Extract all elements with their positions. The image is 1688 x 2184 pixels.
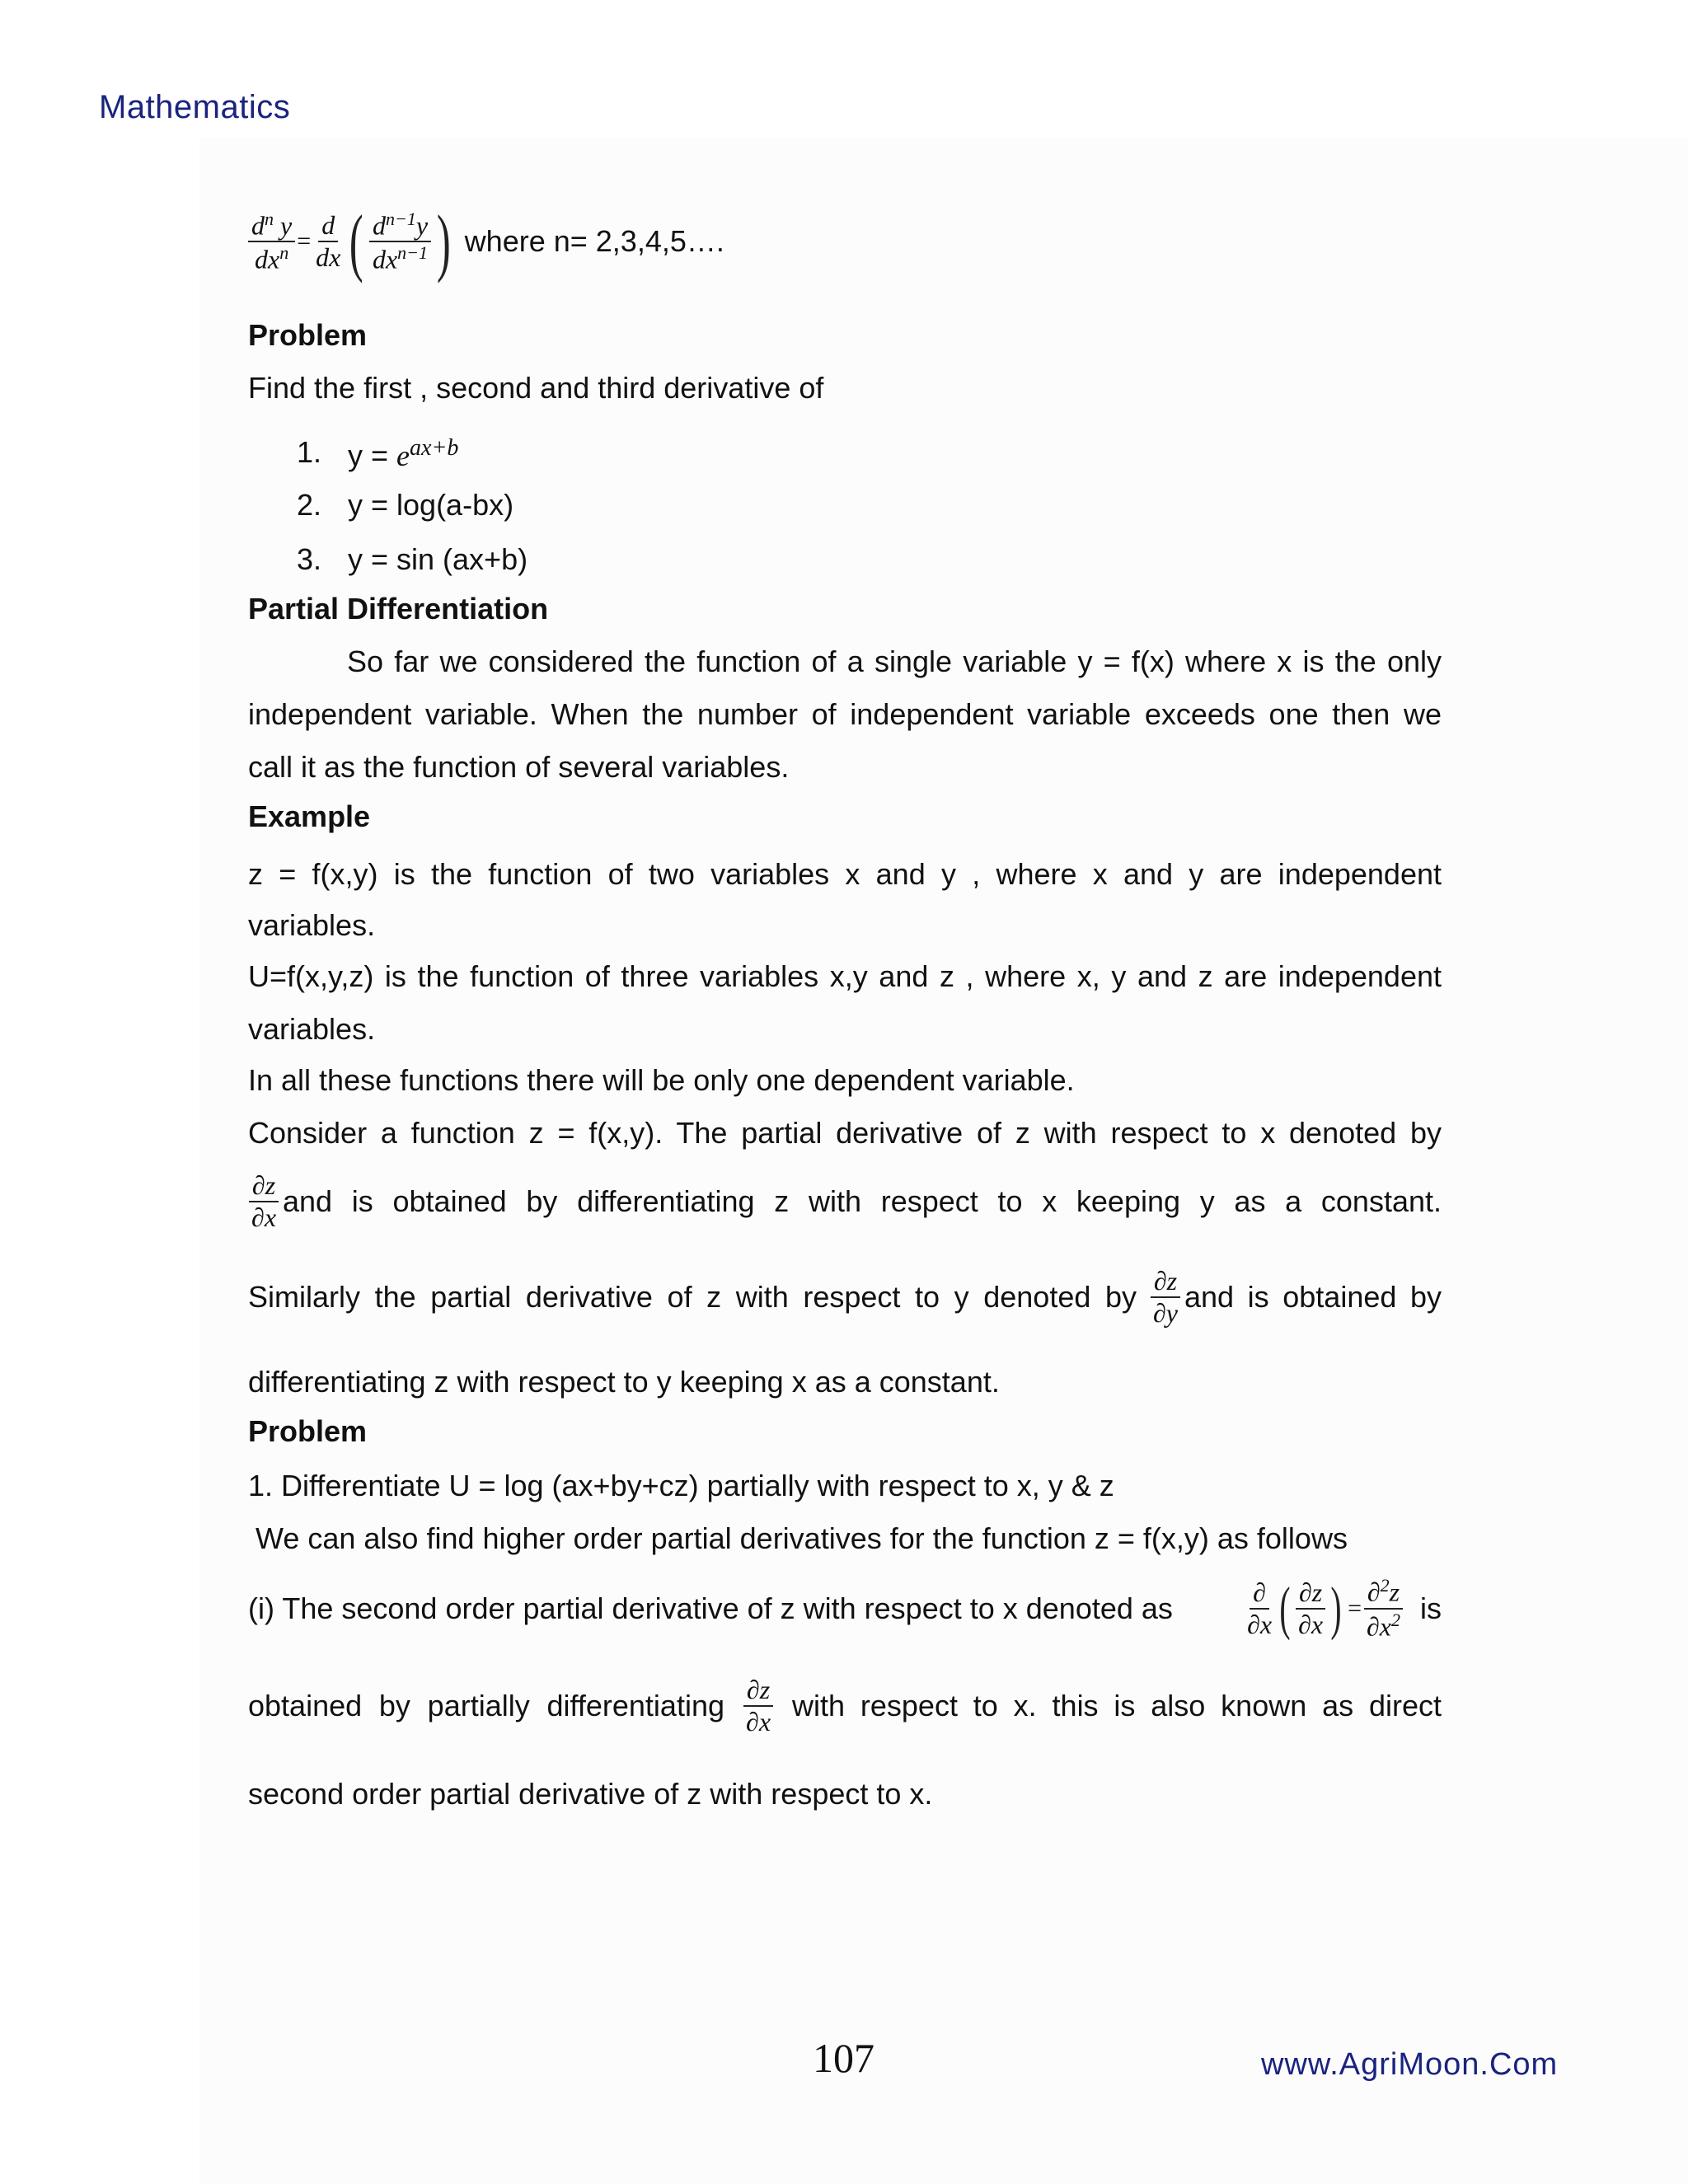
list-item-number-3: 3. xyxy=(297,542,322,576)
fraction-d-dx: $\frac{d}{dx}$ xyxy=(316,210,341,272)
partial-para-line-3: call it as the function of several variables. xyxy=(248,750,790,784)
problem2-line-5: second order partial derivative of z with respect to x. xyxy=(248,1777,933,1811)
example-line-9: differentiating z with respect to y keeping x as a constant. xyxy=(248,1365,1000,1399)
fraction-dn1y-dxn1: $\frac{d^{n-1}y}{dx^{n-1}}$ xyxy=(369,209,431,275)
formula-suffix: where n= 2,3,4,5…. xyxy=(464,224,724,258)
page-header-title: Mathematics xyxy=(99,89,291,125)
list-item-1-prefix: y = xyxy=(348,438,389,472)
fraction-dz-dy: $\frac{\partial z}{\partial y}$ xyxy=(1150,1266,1181,1329)
website-link[interactable]: www.AgriMoon.Com xyxy=(1261,2047,1559,2082)
exp-power: ax+b xyxy=(410,435,459,461)
list-item-number-2: 2. xyxy=(297,488,322,522)
example-line-3: U=f(x,y,z) is the function of three variables x,y and z , where x, y and z are independent xyxy=(248,959,1442,993)
problem2-line-3-text: (i) The second order partial derivative of z with respect to x denoted as xyxy=(248,1591,1173,1625)
example-heading: Example xyxy=(248,799,371,833)
nth-derivative-formula: $\frac{d^n y}{dx^n}$ = $\frac{d}{dx}$ ( $\frac{d^{n-1}y}{dx^{n-1}}$ ) where n= 2,3,4,5…. xyxy=(248,198,724,285)
list-item-number-1: 1. xyxy=(297,435,322,469)
partial-para-line-2: independent variable. When the number of independent variable exceeds one then we xyxy=(248,697,1442,731)
problem2-line-4a-text: obtained by partially differentiating xyxy=(248,1688,724,1722)
example-line-8-text: Similarly the partial derivative of z with respect to y denoted by xyxy=(248,1279,1137,1314)
problem-prompt: Find the first , second and third derivative of xyxy=(248,371,824,405)
fraction-dz-dx-inner: $\frac{\partial z}{\partial x}$ xyxy=(1295,1577,1326,1640)
example-line-8 xyxy=(248,1266,1442,1329)
second-partial-formula: $\frac{\partial}{\partial x}$ ( $\frac{\partial z}{\partial x}$ ) = $\frac{\partial^2z}{\partial x^2}$ xyxy=(1244,1574,1404,1643)
list-item-3: y = sin (ax+b) xyxy=(348,542,528,576)
example-line-5: In all these functions there will be only one dependent variable. xyxy=(248,1063,1075,1097)
fraction-dz-dx: $\frac{\partial z}{\partial x}$ xyxy=(248,1170,279,1233)
example-line-2: variables. xyxy=(248,908,376,942)
example-line-6: Consider a function z = f(x,y). The partial derivative of z with respect to x denoted by xyxy=(248,1116,1442,1150)
partial-para-line-1: So far we considered the function of a single variable y = f(x) where x is the only xyxy=(347,644,1442,678)
problem-heading-1: Problem xyxy=(248,318,368,352)
page-number: 107 xyxy=(813,2035,874,2081)
fraction-dny-dxn: $\frac{d^n y}{dx^n}$ xyxy=(248,209,295,275)
problem2-line-3 xyxy=(248,1574,1442,1643)
partial-differentiation-heading: Partial Differentiation xyxy=(248,592,549,626)
example-line-1: z = f(x,y) is the function of two variables x and y , where x and y are independent xyxy=(248,857,1442,891)
fraction-dz-dx-2: $\frac{\partial z}{\partial x}$ xyxy=(743,1675,774,1737)
exp-base: e xyxy=(396,439,410,472)
fraction-d-dx-partial: $\frac{\partial}{\partial x}$ xyxy=(1247,1577,1273,1639)
example-line-4: variables. xyxy=(248,1012,376,1046)
example-line-8b-text: and is obtained by xyxy=(1184,1279,1442,1314)
problem2-line-4b-text: with respect to x. this is also known as direct xyxy=(792,1688,1442,1722)
problem2-line-2: We can also find higher order partial derivatives for the function z = f(x,y) as follows xyxy=(256,1521,1348,1555)
list-item-1 xyxy=(348,435,458,473)
problem2-line-3b-text: is xyxy=(1420,1591,1442,1625)
fraction-d2z-dx2: $\frac{\partial^2z}{\partial x^2}$ xyxy=(1363,1575,1404,1642)
problem-heading-2: Problem xyxy=(248,1414,368,1448)
example-line-7-text: and is obtained by differentiating z with respect to x keeping y as a constant. xyxy=(283,1183,1442,1218)
problem2-line-4 xyxy=(248,1675,1442,1737)
problem2-line-1: 1. Differentiate U = log (ax+by+cz) partially with respect to x, y & z xyxy=(248,1469,1114,1502)
list-item-2: y = log(a-bx) xyxy=(348,488,514,522)
example-line-7 xyxy=(248,1170,1442,1233)
